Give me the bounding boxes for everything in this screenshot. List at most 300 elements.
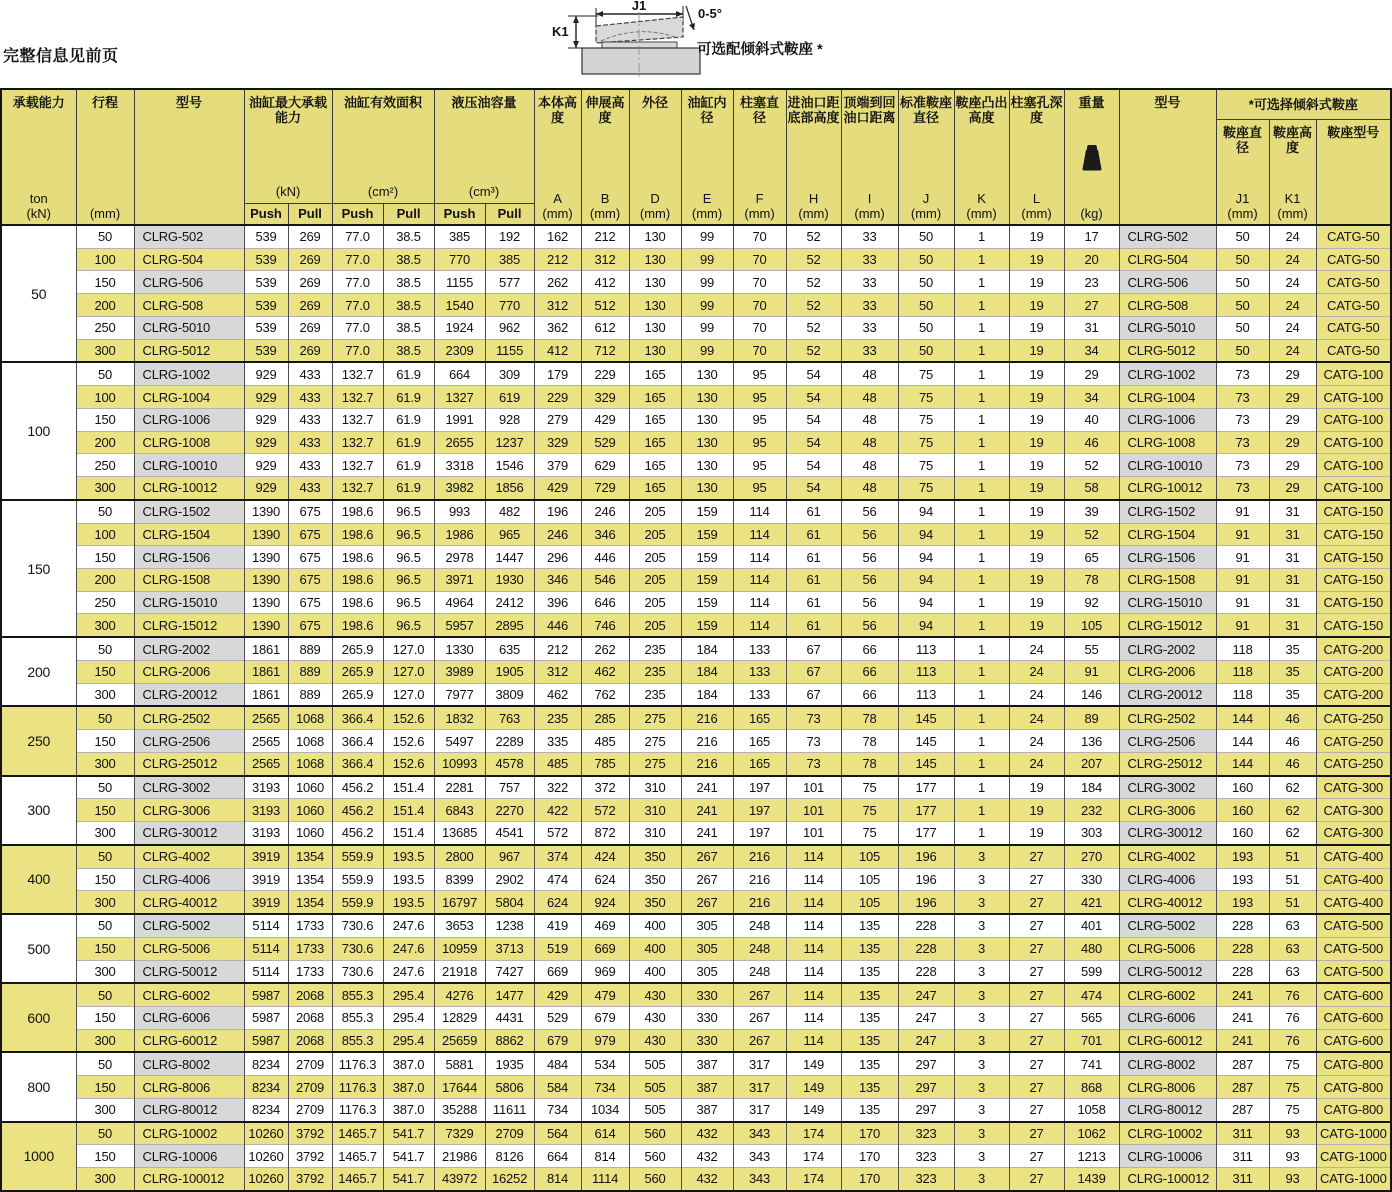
value-cell: 401 [1064, 914, 1119, 937]
saddle-model-cell: CATG-800 [1316, 1098, 1391, 1121]
model-cell: CLRG-1502 [134, 500, 244, 523]
capacity-ton-cell: 250 [1, 706, 76, 775]
value-cell: 872 [581, 822, 629, 845]
col-header-dim-e: 油缸内径 E (mm) [681, 89, 733, 225]
model-cell: CLRG-502 [134, 225, 244, 248]
value-cell: 2565 [244, 706, 288, 729]
value-cell: 127.0 [383, 683, 434, 706]
value-cell: 105 [841, 845, 898, 868]
value-cell: 387 [681, 1076, 733, 1099]
table-row [1, 868, 1391, 891]
value-cell: 669 [534, 960, 581, 983]
value-cell: 1 [954, 822, 1009, 845]
stroke-cell: 200 [76, 294, 134, 317]
value-cell: 20 [1064, 248, 1119, 271]
value-cell: 469 [581, 914, 629, 937]
saddle-model-cell: CATG-600 [1316, 1029, 1391, 1052]
value-cell: 505 [629, 1052, 681, 1075]
value-cell: 228 [1216, 914, 1269, 937]
value-cell: 675 [288, 614, 332, 637]
value-cell: 1924 [434, 316, 485, 339]
saddle-model-cell: CATG-50 [1316, 339, 1391, 362]
value-cell: 929 [244, 386, 288, 409]
value-cell: 3982 [434, 477, 485, 500]
value-cell: 33 [841, 248, 898, 271]
value-cell: 474 [1064, 983, 1119, 1006]
value-cell: 419 [534, 914, 581, 937]
value-cell: 78 [841, 730, 898, 753]
table-row [1, 683, 1391, 706]
value-cell: 480 [1064, 937, 1119, 960]
value-cell: 362 [534, 316, 581, 339]
value-cell: 52 [786, 271, 841, 294]
value-cell: 73 [786, 706, 841, 729]
value-cell: 1832 [434, 706, 485, 729]
saddle-model-cell: CATG-50 [1316, 225, 1391, 248]
value-cell: 132.7 [332, 431, 383, 454]
value-cell: 559.9 [332, 845, 383, 868]
value-cell: 3 [954, 937, 1009, 960]
value-cell: 1058 [1064, 1098, 1119, 1121]
value-cell: 5114 [244, 937, 288, 960]
saddle-model-cell: CATG-1000 [1316, 1168, 1391, 1191]
col-header-dim-j: 标准鞍座直径 J (mm) [898, 89, 954, 225]
value-cell: 3 [954, 983, 1009, 1006]
stroke-cell: 200 [76, 569, 134, 592]
value-cell: 31 [1269, 523, 1316, 546]
value-cell: 91 [1216, 546, 1269, 569]
value-cell: 3 [954, 1052, 1009, 1075]
value-cell: 2412 [485, 591, 534, 614]
value-cell: 2068 [288, 983, 332, 1006]
value-cell: 929 [244, 477, 288, 500]
model-cell-2: CLRG-2002 [1119, 637, 1216, 660]
value-cell: 366.4 [332, 752, 383, 775]
value-cell: 6843 [434, 799, 485, 822]
value-cell: 162 [534, 225, 581, 248]
value-cell: 13685 [434, 822, 485, 845]
value-cell: 312 [581, 248, 629, 271]
value-cell: 229 [581, 362, 629, 385]
value-cell: 93 [1269, 1145, 1316, 1168]
stroke-cell: 300 [76, 1029, 134, 1052]
value-cell: 184 [681, 660, 733, 683]
value-cell: 1 [954, 591, 1009, 614]
value-cell: 235 [629, 683, 681, 706]
value-cell: 24 [1009, 730, 1064, 753]
value-cell: 241 [1216, 983, 1269, 1006]
model-cell: CLRG-504 [134, 248, 244, 271]
value-cell: 70 [733, 271, 786, 294]
value-cell: 1856 [485, 477, 534, 500]
value-cell: 114 [733, 569, 786, 592]
value-cell: 241 [1216, 1006, 1269, 1029]
value-cell: 177 [898, 799, 954, 822]
value-cell: 48 [841, 431, 898, 454]
saddle-model-cell: CATG-50 [1316, 271, 1391, 294]
value-cell: 75 [1269, 1076, 1316, 1099]
value-cell: 267 [681, 868, 733, 891]
value-cell: 929 [244, 454, 288, 477]
value-cell: 48 [841, 454, 898, 477]
capacity-ton-cell: 100 [1, 362, 76, 499]
model-cell: CLRG-2502 [134, 706, 244, 729]
value-cell: 235 [629, 660, 681, 683]
value-cell: 329 [581, 386, 629, 409]
value-cell: 62 [1269, 822, 1316, 845]
value-cell: 1327 [434, 386, 485, 409]
model-cell: CLRG-10002 [134, 1122, 244, 1145]
value-cell: 432 [681, 1168, 733, 1191]
value-cell: 114 [786, 1006, 841, 1029]
stroke-cell: 50 [76, 983, 134, 1006]
value-cell: 101 [786, 822, 841, 845]
value-cell: 5806 [485, 1076, 534, 1099]
value-cell: 1 [954, 248, 1009, 271]
value-cell: 19 [1009, 500, 1064, 523]
model-cell: CLRG-506 [134, 271, 244, 294]
value-cell: 323 [898, 1168, 954, 1191]
saddle-model-cell: CATG-150 [1316, 546, 1391, 569]
model-cell: CLRG-2002 [134, 637, 244, 660]
value-cell: 4578 [485, 752, 534, 775]
value-cell: 94 [898, 614, 954, 637]
model-cell-2: CLRG-4002 [1119, 845, 1216, 868]
value-cell: 193 [1216, 891, 1269, 914]
value-cell: 730.6 [332, 914, 383, 937]
value-cell: 27 [1009, 1122, 1064, 1145]
value-cell: 35288 [434, 1098, 485, 1121]
value-cell: 387.0 [383, 1052, 434, 1075]
value-cell: 664 [534, 1145, 581, 1168]
value-cell: 75 [898, 408, 954, 431]
model-cell: CLRG-100012 [134, 1168, 244, 1191]
value-cell: 396 [534, 591, 581, 614]
table-row [1, 591, 1391, 614]
value-cell: 114 [786, 983, 841, 1006]
value-cell: 1 [954, 271, 1009, 294]
col-header-dim-b: 伸展高度 B (mm) [581, 89, 629, 225]
value-cell: 310 [629, 822, 681, 845]
value-cell: 135 [841, 983, 898, 1006]
value-cell: 61.9 [383, 431, 434, 454]
stroke-cell: 50 [76, 1122, 134, 1145]
value-cell: 746 [581, 614, 629, 637]
value-cell: 346 [581, 523, 629, 546]
value-cell: 52 [1064, 523, 1119, 546]
saddle-model-cell: CATG-500 [1316, 914, 1391, 937]
value-cell: 267 [681, 891, 733, 914]
value-cell: 3 [954, 1145, 1009, 1168]
value-cell: 433 [288, 386, 332, 409]
stroke-cell: 150 [76, 868, 134, 891]
saddle-model-cell: CATG-150 [1316, 591, 1391, 614]
value-cell: 1905 [485, 660, 534, 683]
value-cell: 73 [1216, 454, 1269, 477]
table-row [1, 937, 1391, 960]
value-cell: 196 [898, 868, 954, 891]
value-cell: 412 [581, 271, 629, 294]
value-cell: 734 [534, 1098, 581, 1121]
value-cell: 564 [534, 1122, 581, 1145]
value-cell: 329 [534, 431, 581, 454]
value-cell: 387 [681, 1052, 733, 1075]
model-cell-2: CLRG-5002 [1119, 914, 1216, 937]
value-cell: 424 [581, 845, 629, 868]
value-cell: 229 [534, 386, 581, 409]
value-cell: 51 [1269, 845, 1316, 868]
value-cell: 99 [681, 339, 733, 362]
value-cell: 152.6 [383, 752, 434, 775]
value-cell: 246 [534, 523, 581, 546]
value-cell: 247 [898, 1006, 954, 1029]
value-cell: 1465.7 [332, 1145, 383, 1168]
value-cell: 730.6 [332, 960, 383, 983]
value-cell: 262 [534, 271, 581, 294]
value-cell: 1 [954, 569, 1009, 592]
value-cell: 114 [786, 868, 841, 891]
value-cell: 1390 [244, 523, 288, 546]
value-cell: 50 [1216, 294, 1269, 317]
value-cell: 91 [1216, 569, 1269, 592]
value-cell: 2289 [485, 730, 534, 753]
value-cell: 105 [841, 891, 898, 914]
value-cell: 279 [534, 408, 581, 431]
model-cell: CLRG-5012 [134, 339, 244, 362]
value-cell: 193 [1216, 868, 1269, 891]
stroke-cell: 250 [76, 454, 134, 477]
value-cell: 144 [1216, 706, 1269, 729]
model-cell: CLRG-5010 [134, 316, 244, 339]
value-cell: 770 [434, 248, 485, 271]
model-cell-2: CLRG-8006 [1119, 1076, 1216, 1099]
saddle-model-cell: CATG-100 [1316, 454, 1391, 477]
value-cell: 19 [1009, 431, 1064, 454]
value-cell: 33 [841, 339, 898, 362]
value-cell: 432 [681, 1122, 733, 1145]
value-cell: 197 [733, 776, 786, 799]
value-cell: 1068 [288, 706, 332, 729]
value-cell: 193.5 [383, 868, 434, 891]
model-cell: CLRG-2506 [134, 730, 244, 753]
value-cell: 430 [629, 983, 681, 1006]
value-cell: 539 [244, 248, 288, 271]
value-cell: 205 [629, 614, 681, 637]
value-cell: 196 [534, 500, 581, 523]
value-cell: 267 [681, 845, 733, 868]
value-cell: 669 [581, 937, 629, 960]
value-cell: 61 [786, 614, 841, 637]
value-cell: 50 [898, 225, 954, 248]
stroke-cell: 150 [76, 1076, 134, 1099]
saddle-model-cell: CATG-150 [1316, 523, 1391, 546]
value-cell: 400 [629, 914, 681, 937]
value-cell: 539 [244, 316, 288, 339]
stroke-cell: 50 [76, 776, 134, 799]
value-cell: 241 [1216, 1029, 1269, 1052]
value-cell: 29 [1269, 431, 1316, 454]
value-cell: 77.0 [332, 294, 383, 317]
table-row [1, 1168, 1391, 1191]
value-cell: 24 [1009, 660, 1064, 683]
value-cell: 70 [733, 316, 786, 339]
model-cell-2: CLRG-40012 [1119, 891, 1216, 914]
value-cell: 312 [534, 294, 581, 317]
value-cell: 130 [681, 386, 733, 409]
value-cell: 433 [288, 454, 332, 477]
table-row [1, 271, 1391, 294]
value-cell: 366.4 [332, 730, 383, 753]
value-cell: 889 [288, 637, 332, 660]
value-cell: 3 [954, 1098, 1009, 1121]
value-cell: 10260 [244, 1145, 288, 1168]
value-cell: 75 [841, 776, 898, 799]
value-cell: 433 [288, 431, 332, 454]
value-cell: 400 [629, 937, 681, 960]
value-cell: 75 [898, 477, 954, 500]
value-cell: 130 [629, 339, 681, 362]
value-cell: 664 [434, 362, 485, 385]
value-cell: 2895 [485, 614, 534, 637]
value-cell: 19 [1009, 822, 1064, 845]
value-cell: 76 [1269, 1006, 1316, 1029]
table-row [1, 339, 1391, 362]
saddle-model-cell: CATG-500 [1316, 960, 1391, 983]
value-cell: 265.9 [332, 660, 383, 683]
model-cell-2: CLRG-1504 [1119, 523, 1216, 546]
saddle-model-cell: CATG-100 [1316, 477, 1391, 500]
value-cell: 2565 [244, 730, 288, 753]
value-cell: 387.0 [383, 1098, 434, 1121]
model-cell: CLRG-1002 [134, 362, 244, 385]
value-cell: 433 [288, 362, 332, 385]
value-cell: 323 [898, 1145, 954, 1168]
value-cell: 135 [841, 960, 898, 983]
table-row [1, 660, 1391, 683]
value-cell: 479 [581, 983, 629, 1006]
value-cell: 3 [954, 1122, 1009, 1145]
value-cell: 5497 [434, 730, 485, 753]
value-cell: 144 [1216, 752, 1269, 775]
value-cell: 50 [898, 294, 954, 317]
value-cell: 94 [898, 546, 954, 569]
value-cell: 145 [898, 752, 954, 775]
value-cell: 1 [954, 477, 1009, 500]
value-cell: 247.6 [383, 960, 434, 983]
value-cell: 387 [681, 1098, 733, 1121]
value-cell: 19 [1009, 339, 1064, 362]
value-cell: 136 [1064, 730, 1119, 753]
value-cell: 512 [581, 294, 629, 317]
model-cell: CLRG-10012 [134, 477, 244, 500]
value-cell: 343 [733, 1122, 786, 1145]
value-cell: 366.4 [332, 706, 383, 729]
value-cell: 433 [288, 408, 332, 431]
value-cell: 165 [629, 408, 681, 431]
table-row [1, 891, 1391, 914]
value-cell: 198.6 [332, 546, 383, 569]
value-cell: 24 [1269, 294, 1316, 317]
model-cell: CLRG-5006 [134, 937, 244, 960]
value-cell: 19 [1009, 248, 1064, 271]
value-cell: 25659 [434, 1029, 485, 1052]
value-cell: 75 [841, 799, 898, 822]
model-cell-2: CLRG-502 [1119, 225, 1216, 248]
value-cell: 446 [534, 614, 581, 637]
value-cell: 24 [1269, 316, 1316, 339]
table-row [1, 546, 1391, 569]
value-cell: 7329 [434, 1122, 485, 1145]
value-cell: 679 [534, 1029, 581, 1052]
value-cell: 160 [1216, 822, 1269, 845]
saddle-model-cell: CATG-150 [1316, 569, 1391, 592]
value-cell: 1354 [288, 868, 332, 891]
value-cell: 247 [898, 1029, 954, 1052]
value-cell: 95 [733, 454, 786, 477]
value-cell: 1213 [1064, 1145, 1119, 1168]
value-cell: 2068 [288, 1029, 332, 1052]
value-cell: 675 [288, 569, 332, 592]
value-cell: 54 [786, 431, 841, 454]
value-cell: 385 [434, 225, 485, 248]
value-cell: 149 [786, 1098, 841, 1121]
value-cell: 48 [841, 386, 898, 409]
value-cell: 241 [681, 799, 733, 822]
value-cell: 205 [629, 546, 681, 569]
value-cell: 114 [786, 891, 841, 914]
value-cell: 267 [733, 983, 786, 1006]
diagram-caption: 可选配倾斜式鞍座 * [697, 42, 823, 58]
model-cell: CLRG-1504 [134, 523, 244, 546]
value-cell: 1 [954, 546, 1009, 569]
saddle-model-cell: CATG-200 [1316, 683, 1391, 706]
value-cell: 1 [954, 339, 1009, 362]
value-cell: 61.9 [383, 454, 434, 477]
value-cell: 624 [581, 868, 629, 891]
value-cell: 3 [954, 914, 1009, 937]
value-cell: 27 [1009, 1098, 1064, 1121]
value-cell: 75 [898, 362, 954, 385]
table-row [1, 983, 1391, 1006]
model-cell: CLRG-4006 [134, 868, 244, 891]
diagram-j1-label: J1 [631, 0, 647, 13]
table-row [1, 1029, 1391, 1052]
table-row [1, 294, 1391, 317]
saddle-model-cell: CATG-800 [1316, 1076, 1391, 1099]
stroke-cell: 300 [76, 1168, 134, 1191]
col-header-dim-l: 柱塞孔深度 L (mm) [1009, 89, 1064, 225]
value-cell: 130 [681, 431, 733, 454]
value-cell: 855.3 [332, 1029, 383, 1052]
value-cell: 3919 [244, 868, 288, 891]
model-cell-2: CLRG-8002 [1119, 1052, 1216, 1075]
value-cell: 52 [1064, 454, 1119, 477]
value-cell: 757 [485, 776, 534, 799]
value-cell: 174 [786, 1168, 841, 1191]
value-cell: 50 [1216, 248, 1269, 271]
table-row [1, 225, 1391, 248]
value-cell: 159 [681, 591, 733, 614]
value-cell: 2800 [434, 845, 485, 868]
value-cell: 114 [733, 500, 786, 523]
value-cell: 27 [1009, 1168, 1064, 1191]
value-cell: 35 [1269, 660, 1316, 683]
value-cell: 4431 [485, 1006, 534, 1029]
value-cell: 10260 [244, 1168, 288, 1191]
stroke-cell: 300 [76, 891, 134, 914]
value-cell: 70 [733, 225, 786, 248]
value-cell: 969 [581, 960, 629, 983]
